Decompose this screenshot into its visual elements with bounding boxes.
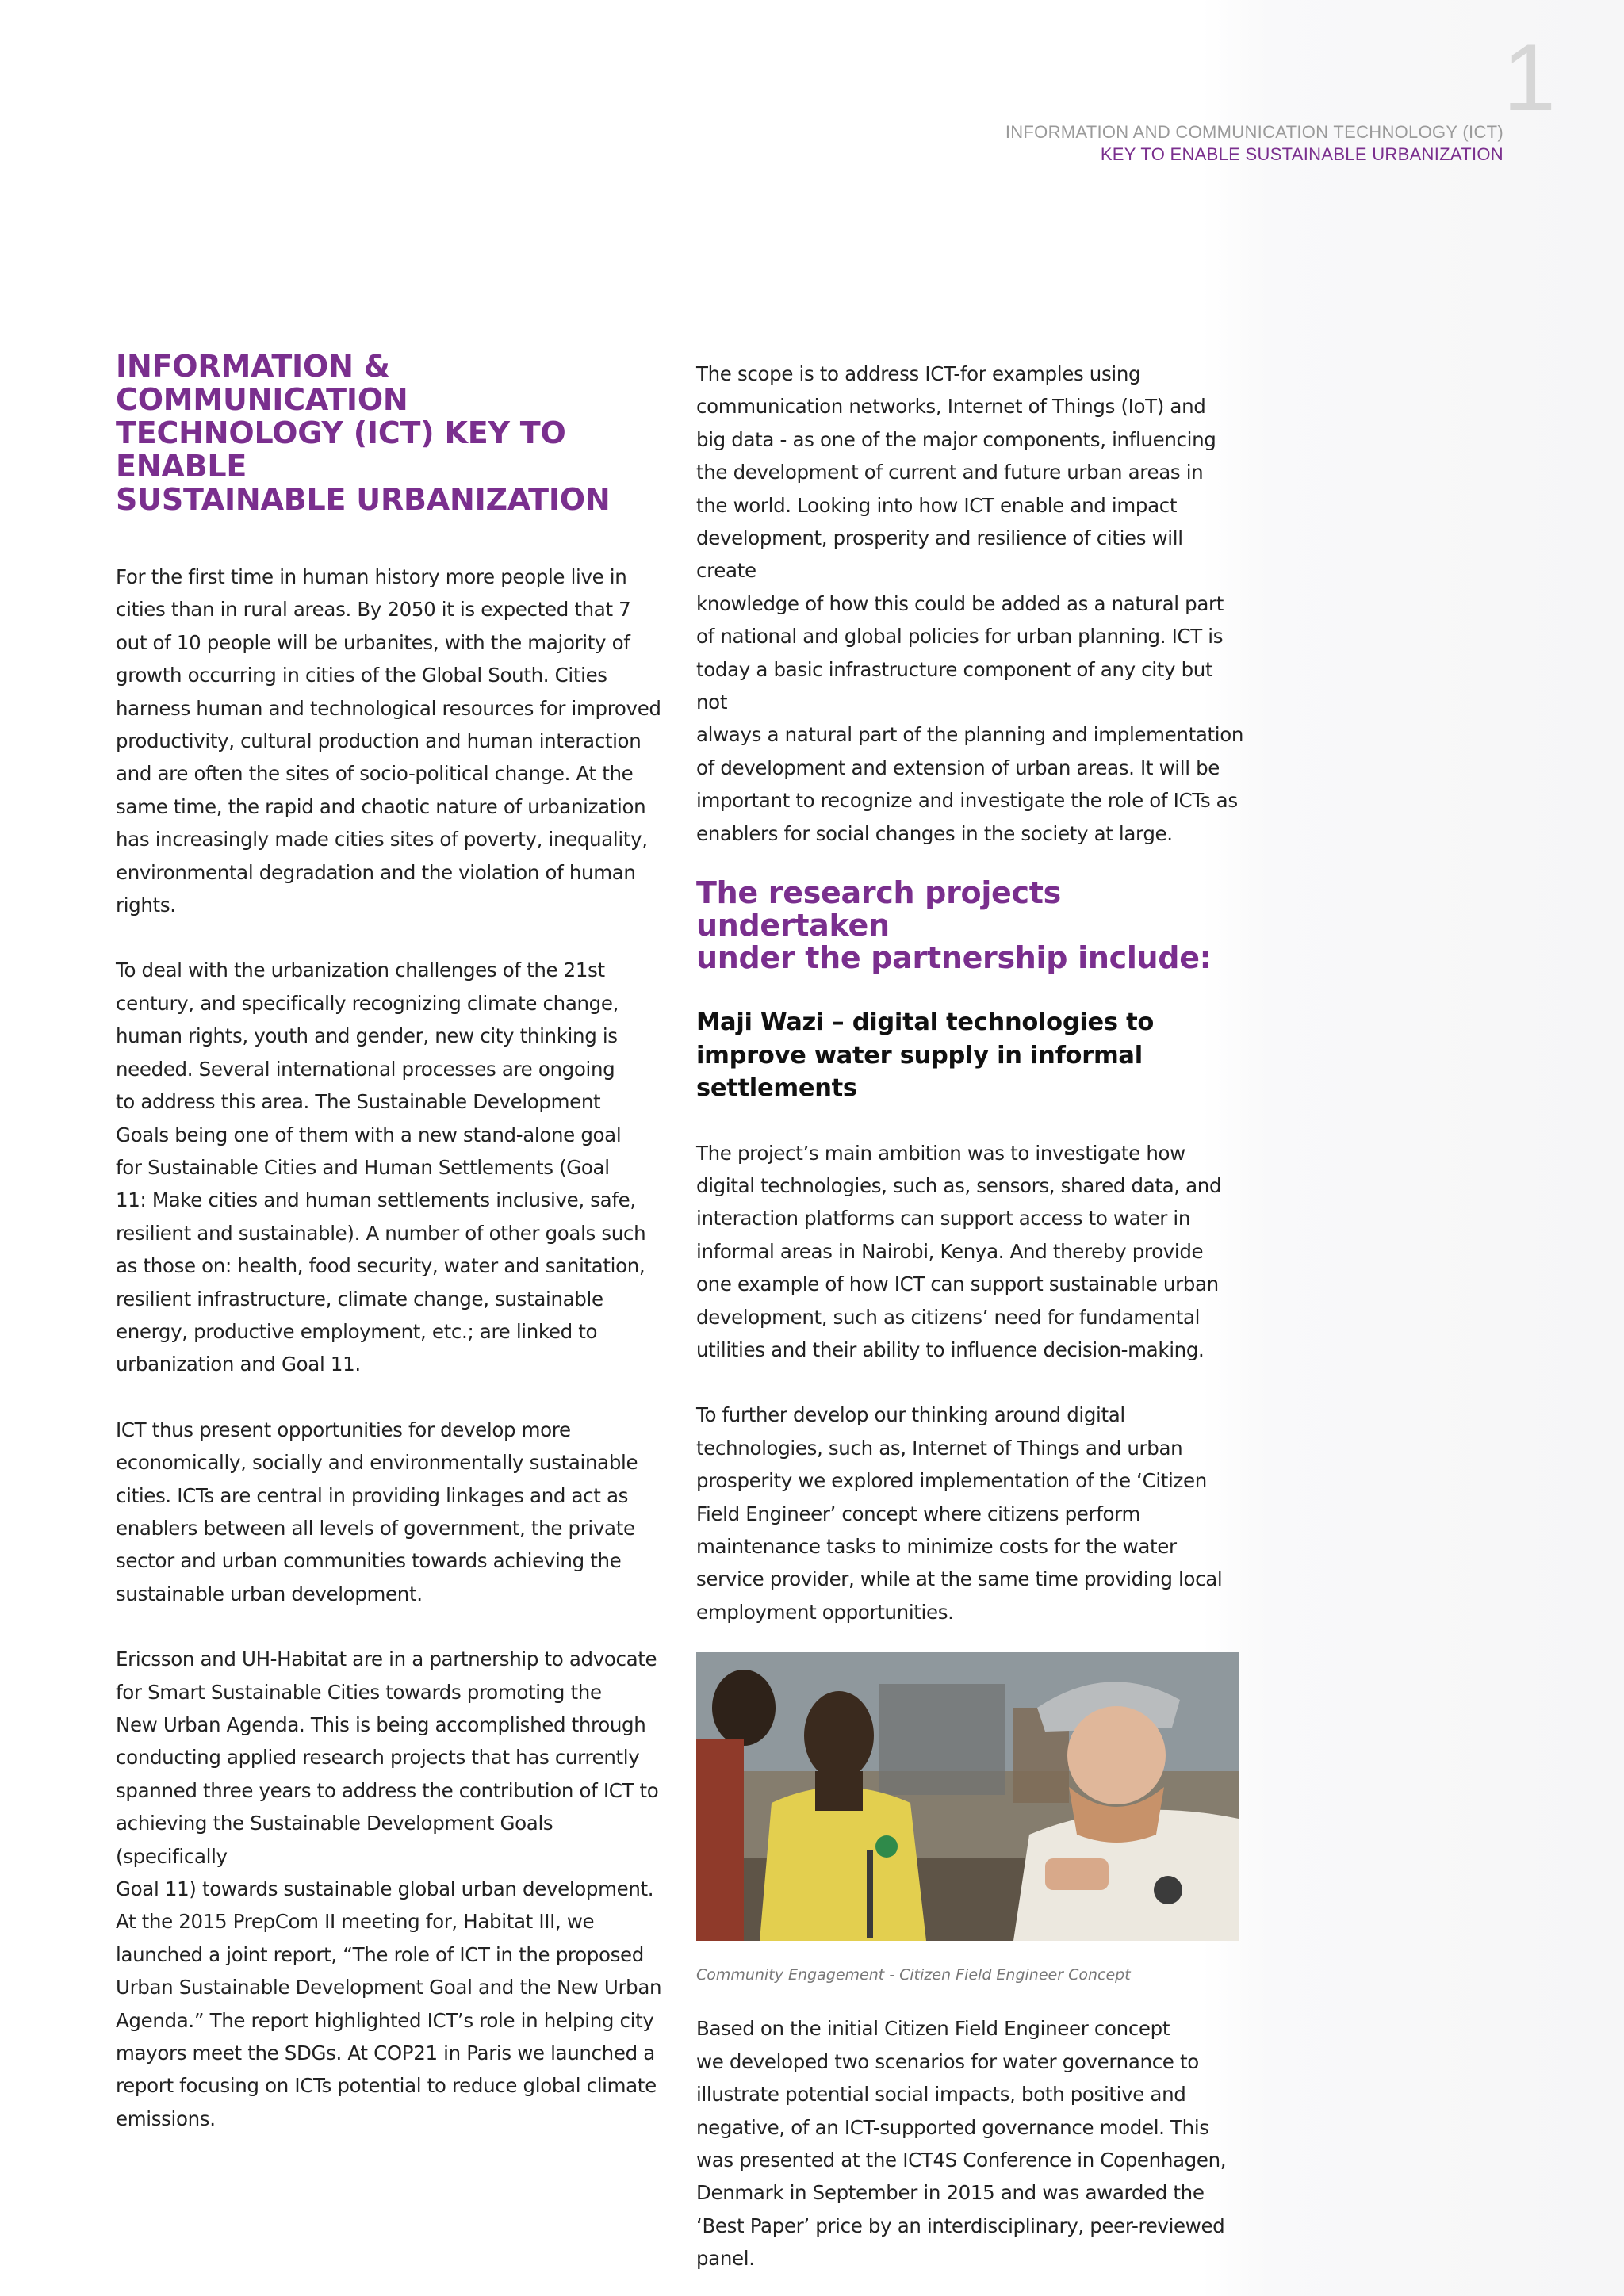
text-line: harness human and technological resources for improved <box>116 696 661 720</box>
text-line: and are often the sites of socio-political change. At the <box>116 762 634 786</box>
text-line: productivity, cultural production and human interaction <box>116 729 642 753</box>
text-line: launched a joint report, “The role of ICT in the proposed <box>116 1942 644 1966</box>
text-line: today a basic infrastructure component of any city but not <box>696 657 1213 714</box>
page-number: 1 <box>1503 25 1556 131</box>
text-line: Ericsson and UH-Habitat are in a partnership to advocate <box>116 1647 657 1671</box>
text-line: the development of current and future urban areas in <box>696 461 1204 484</box>
text-line: Denmark in September in 2015 and was awarded the <box>696 2181 1205 2205</box>
text-line: big data - as one of the major components, influencing <box>696 427 1216 451</box>
text-line: Field Engineer’ concept where citizens perform <box>696 1502 1140 1525</box>
text-line: for Smart Sustainable Cities towards promoting the <box>116 1680 602 1704</box>
text-line: has increasingly made cities sites of poverty, inequality, <box>116 828 648 851</box>
text-line: resilient infrastructure, climate change, sustainable <box>116 1287 603 1311</box>
paragraph-scenarios <box>696 2012 1243 2275</box>
text-line: century, and specifically recognizing climate change, <box>116 991 619 1015</box>
paragraph-urban-growth <box>116 561 663 921</box>
heading-line: Maji Wazi – digital technologies to <box>696 1008 1155 1037</box>
paragraph-citizen-field-engineer <box>696 1399 1243 1628</box>
text-line: mayors meet the SDGs. At COP21 in Paris we launched a <box>116 2042 655 2065</box>
text-line: For the first time in human history more people live in <box>116 565 627 588</box>
text-line: panel. <box>696 2247 755 2271</box>
text-line: enablers between all levels of government, the private <box>116 1516 635 1540</box>
text-line: Goals being one of them with a new stand-alone goal <box>116 1123 622 1146</box>
text-line: ‘Best Paper’ price by an interdisciplinary, peer-reviewed <box>696 2214 1225 2237</box>
text-line: To further develop our thinking around digital <box>696 1403 1125 1427</box>
text-line: important to recognize and investigate the role of ICTs as <box>696 789 1238 813</box>
text-line: maintenance tasks to minimize costs for the water <box>696 1535 1177 1559</box>
text-line: economically, socially and environmentally sustainable <box>116 1451 638 1475</box>
text-line: for Sustainable Cities and Human Settlements (Goal <box>116 1155 610 1179</box>
photo-caption: Community Engagement - Citizen Field Engineer Concept <box>696 1966 1131 1984</box>
heading-line: settlements <box>696 1074 857 1103</box>
text-line: report focusing on ICTs potential to reduce global climate <box>116 2074 657 2098</box>
text-line: needed. Several international processes are ongoing <box>116 1057 615 1081</box>
text-line: technologies, such as, Internet of Things and urban <box>696 1436 1183 1460</box>
text-line: utilities and their ability to influence decision-making. <box>696 1338 1205 1362</box>
text-line: spanned three years to address the contribution of ICT to <box>116 1778 659 1802</box>
text-line: of national and global policies for urban planning. ICT is <box>696 625 1224 649</box>
heading-line: The research projects undertaken <box>696 875 1061 943</box>
text-line: was presented at the ICT4S Conference in Copenhagen, <box>696 2148 1227 2172</box>
right-column <box>696 358 1243 2275</box>
heading-line: under the partnership include: <box>696 940 1212 976</box>
text-line: prosperity we explored implementation of the ‘Citizen <box>696 1469 1207 1493</box>
text-line: conducting applied research projects that has currently <box>116 1746 640 1770</box>
text-line: Goal 11) towards sustainable global urban development. <box>116 1877 654 1901</box>
text-line: service provider, while at the same time providing local <box>696 1567 1223 1591</box>
text-line: sector and urban communities towards achieving the <box>116 1549 622 1573</box>
text-line: digital technologies, such as, sensors, shared data, and <box>696 1174 1222 1197</box>
photo-illustration <box>696 1652 1239 1941</box>
text-line: growth occurring in cities of the Global South. Cities <box>116 664 607 687</box>
text-line: New Urban Agenda. This is being accomplished through <box>116 1713 646 1736</box>
community-engagement-photo <box>696 1652 1239 1941</box>
text-line: development, prosperity and resilience of cities will create <box>696 526 1183 583</box>
text-line: urbanization and Goal 11. <box>116 1353 361 1376</box>
text-line: Based on the initial Citizen Field Engineer concept <box>696 2017 1170 2041</box>
article-title <box>116 350 663 516</box>
text-line: energy, productive employment, etc.; are linked to <box>116 1319 598 1343</box>
text-line: cities than in rural areas. By 2050 it is expected that 7 <box>116 598 631 622</box>
text-line: out of 10 people will be urbanites, with the majority of <box>116 630 630 654</box>
running-header-line-1: INFORMATION AND COMMUNICATION TECHNOLOGY (ICT) <box>1005 122 1503 142</box>
text-line: rights. <box>116 894 176 917</box>
text-line: emissions. <box>116 2107 216 2130</box>
text-line: interaction platforms can support access to water in <box>696 1207 1191 1230</box>
text-line: negative, of an ICT-supported governance model. This <box>696 2115 1209 2139</box>
title-line: SUSTAINABLE URBANIZATION <box>116 482 611 517</box>
text-line: 11: Make cities and human settlements inclusive, safe, <box>116 1188 636 1212</box>
text-line: the world. Looking into how ICT enable and impact <box>696 493 1178 517</box>
text-line: At the 2015 PrepCom II meeting for, Habitat III, we <box>116 1910 595 1934</box>
text-line: The project’s main ambition was to investigate how <box>696 1141 1185 1165</box>
paragraph-project-ambition <box>696 1137 1243 1367</box>
text-line: informal areas in Nairobi, Kenya. And thereby provide <box>696 1239 1204 1263</box>
text-line: ICT thus present opportunities for develop more <box>116 1418 571 1441</box>
text-line: one example of how ICT can support sustainable urban <box>696 1272 1219 1296</box>
text-line: communication networks, Internet of Things (IoT) and <box>696 395 1206 419</box>
text-line: to address this area. The Sustainable Development <box>116 1090 601 1114</box>
text-line: Urban Sustainable Development Goal and the New Urban <box>116 1976 662 1999</box>
text-line: development, such as citizens’ need for fundamental <box>696 1305 1201 1329</box>
heading-line: improve water supply in informal <box>696 1041 1143 1070</box>
text-line: as those on: health, food security, water and sanitation, <box>116 1254 645 1278</box>
text-line: The scope is to address ICT-for examples using <box>696 362 1141 385</box>
sub-heading <box>696 1006 1243 1105</box>
running-header-line-2: KEY TO ENABLE SUSTAINABLE URBANIZATION <box>1100 144 1503 164</box>
title-line: TECHNOLOGY (ICT) KEY TO ENABLE <box>116 415 566 484</box>
text-line: we developed two scenarios for water governance to <box>696 2049 1199 2073</box>
title-line: INFORMATION & COMMUNICATION <box>116 349 408 417</box>
left-column <box>116 350 663 2135</box>
text-line: of development and extension of urban areas. It will be <box>696 756 1220 779</box>
text-line: knowledge of how this could be added as a natural part <box>696 591 1224 615</box>
text-line: employment opportunities. <box>696 1600 954 1624</box>
text-line: human rights, youth and gender, new city thinking is <box>116 1024 618 1048</box>
running-header <box>1005 121 1503 166</box>
text-line: To deal with the urbanization challenges of the 21st <box>116 959 605 982</box>
section-heading <box>696 877 1243 974</box>
text-line: illustrate potential social impacts, both positive and <box>696 2083 1186 2107</box>
text-line: environmental degradation and the violation of human <box>116 860 636 884</box>
text-line: enablers for social changes in the society at large. <box>696 821 1173 845</box>
paragraph-ict-opportunities <box>116 1414 663 1610</box>
text-line: cities. ICTs are central in providing linkages and act as <box>116 1483 629 1507</box>
text-line: achieving the Sustainable Development Goals (specifically <box>116 1812 553 1868</box>
text-line: same time, the rapid and chaotic nature of urbanization <box>116 794 646 818</box>
paragraph-partnership <box>116 1643 663 2135</box>
text-line: always a natural part of the planning and implementation <box>696 723 1244 747</box>
text-line: Agenda.” The report highlighted ICT’s role in helping city <box>116 2008 654 2032</box>
paragraph-scope <box>696 358 1243 850</box>
paragraph-challenges <box>116 954 663 1380</box>
text-line: resilient and sustainable). A number of other goals such <box>116 1221 646 1245</box>
text-line: sustainable urban development. <box>116 1582 423 1605</box>
